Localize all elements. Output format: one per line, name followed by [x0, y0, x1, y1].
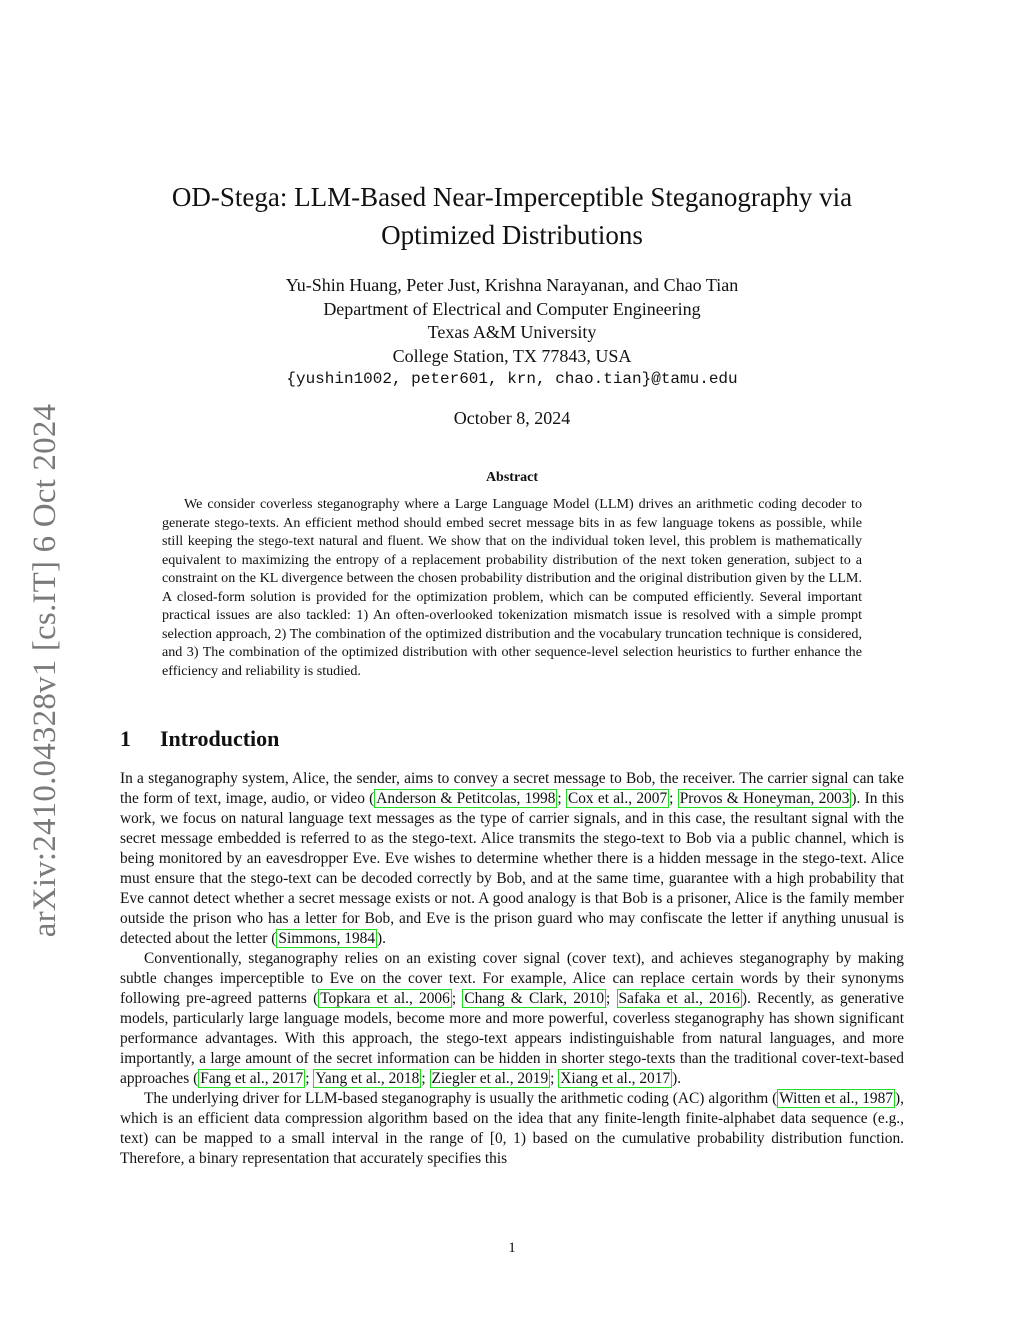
section-title: Introduction: [160, 726, 280, 751]
citation-link[interactable]: Safaka et al., 2016: [618, 990, 740, 1007]
section-number: 1: [120, 726, 131, 751]
author-emails: {yushin1002, peter601, krn, chao.tian}@tamu.edu: [286, 370, 738, 388]
arxiv-identifier-text: arXiv:2410.04328v1 [cs.IT] 6 Oct 2024: [27, 403, 64, 937]
citation-link[interactable]: Anderson & Petitcolas, 1998: [376, 790, 556, 807]
paragraph-text: ;: [451, 990, 463, 1007]
arxiv-identifier-stamp[interactable]: [23, 380, 69, 960]
paragraph-text: ), which is an efficient data compression algorithm based on the idea that any finite-length finite-alphabet data sequence (e.g., text) can be mapped to a small interval in the range of [0, 1) based on the cumulative probability distribution function. Therefore, a binary representation that accurately specifies this: [120, 1090, 904, 1167]
paragraph-text: ;: [606, 990, 617, 1007]
citation-link[interactable]: Cox et al., 2007: [567, 790, 668, 807]
paragraph-1: [120, 769, 904, 949]
paragraph-text: In a steganography system, Alice, the sender, aims to convey a secret message to Bob, the receiver. The carrier signal can take the form of text, image, audio, or video (: [120, 770, 904, 807]
paragraph-text: ;: [669, 790, 678, 807]
paragraph-text: ;: [557, 790, 566, 807]
paragraph-text: ). In this work, we focus on natural language text messages as the type of carrier signals, and in this case, the resultant signal with the secret message embedded is referred to as the stego-text. Alice transmits the stego-text to Bob via a public channel, which is being monitored by an eavesdropper Eve. Eve wishes to determine whether there is a hidden message in the stego-text. Alice must ensure that the stego-text can be decoded correctly by Bob, and at the same time, guarantee with a high probability that Eve cannot detect whether a secret message exists or not. A good analogy is that Bob is a prisoner, Alice is the family member outside the prison who has a letter for Bob, and Eve is the prison guard who may confiscate the letter if anything unusual is detected about the letter (: [120, 790, 905, 947]
section-heading: [120, 726, 279, 752]
citation-link[interactable]: Chang & Clark, 2010: [464, 990, 605, 1007]
citation-link[interactable]: Topkara et al., 2006: [320, 990, 450, 1007]
author-university: Texas A&M University: [427, 322, 597, 342]
paragraph-text: ).: [377, 930, 387, 947]
title-block: [120, 178, 904, 254]
abstract-text: We consider coverless steganography where a Large Language Model (LLM) drives an arithmetic coding decoder to generate stego-texts. An efficient method should embed secret message bits in as few language tokens as possible, while still keeping the stego-text natural and fluent. We show that on the individual token level, this problem is mathematically equivalent to maximizing the entropy of a replacement probability distribution of the next token generation, subject to a constraint on the KL divergence between the chosen probability distribution and the original distribution given by the LLM. A closed-form solution is provided for the optimization problem, which can be computed efficiently. Several important practical issues are also tackled: 1) An often-overlooked tokenization mismatch issue is resolved with a simple prompt selection approach, 2) The combination of the optimized distribution and the vocabulary truncation technique is considered, and 3) The combination of the optimized distribution with other sequence-level selection heuristics to further enhance the efficiency and reliability is studied.: [162, 496, 862, 679]
abstract-heading: Abstract: [485, 470, 539, 485]
page-number: 1: [508, 1240, 516, 1256]
paragraph-text: ;: [421, 1070, 430, 1087]
citation-link[interactable]: Yang et al., 2018: [315, 1070, 420, 1087]
author-location: College Station, TX 77843, USA: [392, 345, 632, 366]
paragraph-text: ;: [550, 1070, 559, 1087]
citation-link[interactable]: Xiang et al., 2017: [560, 1070, 671, 1087]
citation-link[interactable]: Witten et al., 1987: [779, 1090, 894, 1107]
paper-title-line-2: Optimized Distributions: [381, 220, 643, 250]
author-block: [120, 274, 904, 392]
paragraph-2: [120, 949, 904, 1089]
paper-date: October 8, 2024: [453, 408, 571, 428]
citation-link[interactable]: Simmons, 1984: [278, 930, 376, 947]
paper-title-line-1: OD-Stega: LLM-Based Near-Imperceptible Steganography via: [171, 182, 853, 212]
author-names: Yu-Shin Huang, Peter Just, Krishna Narayanan, and Chao Tian: [285, 275, 739, 295]
paragraph-text: ). Recently, as generative models, particularly large language models, become more and more powerful, coverless steganography has shown significant performance advantages. With this approach, the stego-text appears indistinguishable from natural languages, and more importantly, a large amount of the secret information can be hidden in shorter stego-texts than the traditional cover-text-based approaches (: [120, 990, 904, 1087]
citation-link[interactable]: Fang et al., 2017: [200, 1070, 304, 1087]
paragraph-3: [120, 1089, 904, 1169]
paragraph-text: ).: [672, 1070, 682, 1087]
paragraph-text: ;: [305, 1070, 314, 1087]
body-text: [120, 769, 904, 1169]
author-department: Department of Electrical and Computer Engineering: [323, 298, 701, 319]
paragraph-text: The underlying driver for LLM-based steganography is usually the arithmetic coding (AC) algorithm (: [144, 1090, 778, 1107]
paragraph-text: Conventionally, steganography relies on an existing cover signal (cover text), and achieves steganography by making subtle changes imperceptible to Eve on the cover text. For example, Alice can replace certain words by their synonyms following pre-agreed patterns (: [120, 950, 904, 1007]
citation-link[interactable]: Provos & Honeyman, 2003: [679, 790, 850, 807]
citation-link[interactable]: Ziegler et al., 2019: [431, 1070, 549, 1087]
